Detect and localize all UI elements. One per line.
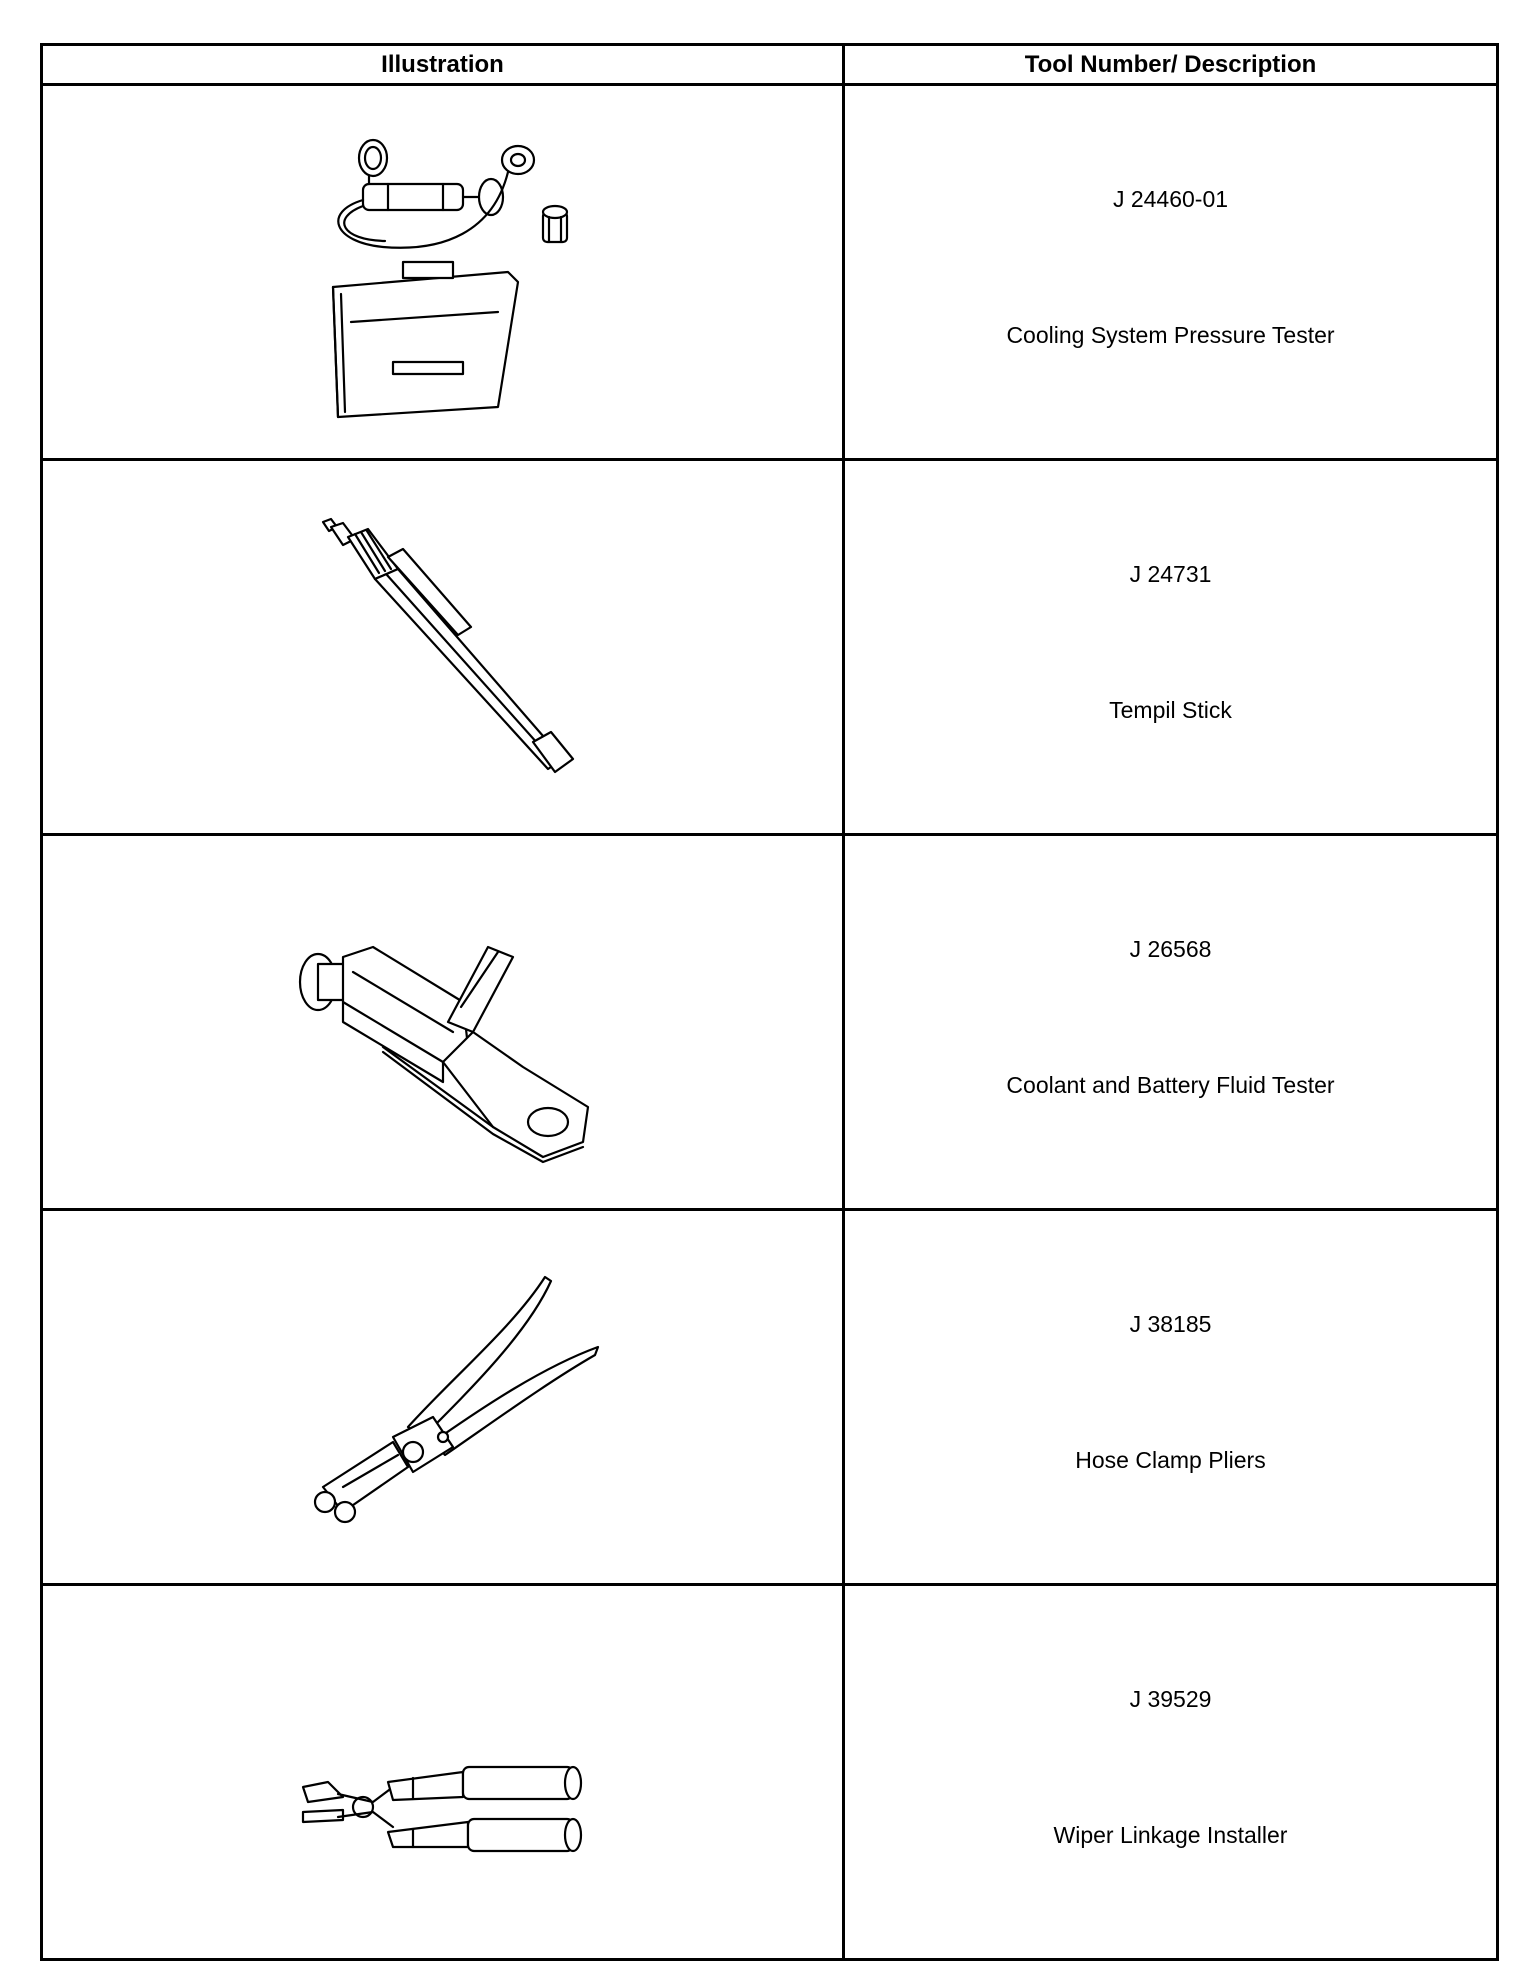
illustration-cell xyxy=(42,460,844,835)
tool-cell xyxy=(844,835,1498,1210)
table-row xyxy=(42,1585,1498,1960)
tool-description: Wiper Linkage Installer xyxy=(1053,1822,1288,1848)
tool-number: J 24460-01 xyxy=(1112,186,1229,212)
tool-cell xyxy=(844,85,1498,460)
fluid-tester-icon xyxy=(283,872,603,1172)
illustration-cell xyxy=(42,85,844,460)
tempil-stick-icon xyxy=(293,497,593,797)
tool-cell xyxy=(844,1210,1498,1585)
hose-clamp-pliers-icon xyxy=(283,1247,603,1547)
tool-description: Cooling System Pressure Tester xyxy=(1006,322,1335,348)
table-row xyxy=(42,460,1498,835)
tool-number: J 38185 xyxy=(1129,1311,1212,1337)
tool-description: Tempil Stick xyxy=(1109,697,1232,723)
tool-number: J 39529 xyxy=(1129,1686,1212,1712)
table-header-row xyxy=(42,45,1498,85)
table-row xyxy=(42,1210,1498,1585)
tool-description: Coolant and Battery Fluid Tester xyxy=(1006,1072,1335,1098)
tool-cell xyxy=(844,1585,1498,1960)
table-row xyxy=(42,835,1498,1210)
pressure-tester-icon xyxy=(293,122,593,422)
tool-cell xyxy=(844,460,1498,835)
tool-number: J 24731 xyxy=(1129,561,1212,587)
header-illustration: Illustration xyxy=(42,45,844,85)
wiper-linkage-installer-icon xyxy=(283,1622,603,1922)
special-tools-table xyxy=(40,43,1499,1961)
tool-description: Hose Clamp Pliers xyxy=(1075,1447,1266,1473)
illustration-cell xyxy=(42,1585,844,1960)
table-row xyxy=(42,85,1498,460)
illustration-cell xyxy=(42,835,844,1210)
illustration-cell xyxy=(42,1210,844,1585)
header-tool-number-description: Tool Number/ Description xyxy=(844,45,1498,85)
tool-number: J 26568 xyxy=(1129,936,1212,962)
